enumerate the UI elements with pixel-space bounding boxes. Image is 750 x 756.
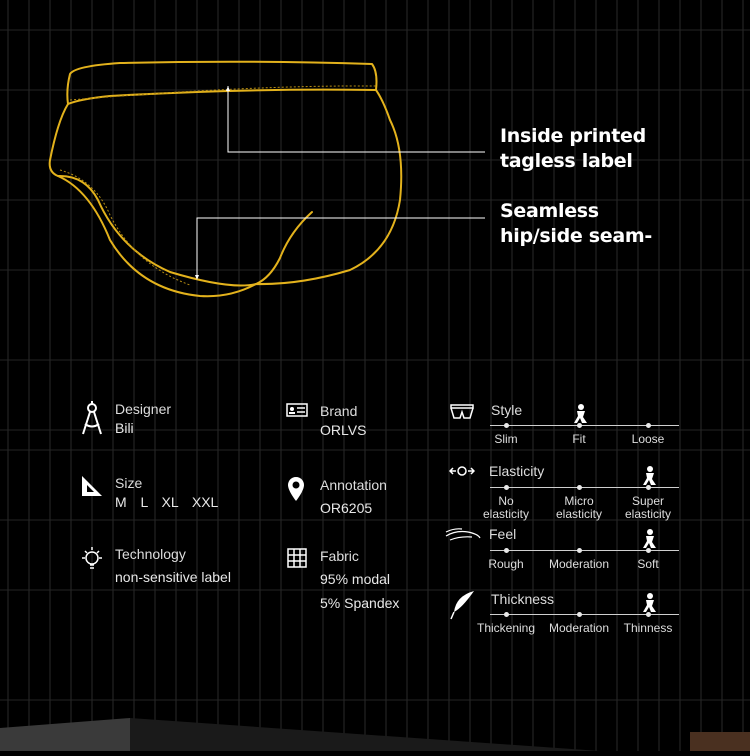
spec-value: OR6205 [320,500,373,516]
spec-value: M L XL XXL [115,494,219,510]
scale-tick-label: Super elasticity [624,494,671,521]
id-card-icon [286,403,308,417]
grid-icon [287,548,307,568]
scale-dot [646,423,651,428]
callout-text: hip/side seam- [500,225,653,247]
scale-title-thickness: Thickness [491,591,555,607]
location-pin-icon [287,476,305,502]
callout-text: tagless label [500,150,633,172]
scale-dot [504,485,509,490]
selected-marker-icon [642,465,658,487]
spec-designer [115,400,171,438]
spec-brand [320,402,366,440]
briefs-icon [450,404,474,420]
spec-value: 95% modal [320,571,391,587]
spec-value: ORLVS [320,422,367,438]
scale-tick-label: Soft [637,557,659,571]
selected-marker-icon [573,403,589,425]
callout-text: Inside printed [500,125,646,147]
scale-title-style: Style [491,402,523,418]
scale-dot [577,612,582,617]
scale-tick-label: Slim [494,432,518,446]
scale-title-elasticity: Elasticity [489,463,545,479]
bottom-photo-strip [0,718,750,751]
spec-label: Annotation [320,477,387,493]
scale-dot [504,423,509,428]
spec-technology [115,545,231,587]
scale-tick-label: Rough [488,557,524,571]
seamless-callout [500,199,652,249]
spec-annotation [320,476,387,518]
scale-tick-label: No elasticity [482,494,529,521]
tagless-label-callout [500,124,646,174]
scale-tick-label: Moderation [548,621,610,635]
spec-label: Designer [115,401,172,417]
spec-fabric [320,547,399,613]
scale-tick-label: Thinness [623,621,673,635]
set-square-icon [80,474,104,498]
lightbulb-icon [80,545,104,571]
callout-text: Seamless [500,200,599,222]
scale-tick-label: Loose [631,432,665,446]
scale-dot [504,548,509,553]
compass-icon [80,400,104,438]
spec-label: Technology [115,546,186,562]
spec-value: non-sensitive label [115,569,231,585]
scale-tick-label: Micro elasticity [555,494,602,521]
scale-dot [577,548,582,553]
scale-tick-label: Moderation [548,557,610,571]
feather-hand-icon [444,526,482,544]
scale-dot [504,612,509,617]
spec-label: Brand [320,403,358,419]
spec-value: Bili [115,420,134,436]
spec-size [115,474,218,512]
leaf-icon [450,590,476,620]
selected-marker-icon [642,528,658,550]
selected-marker-icon [642,592,658,614]
scale-tick-label: Fit [572,432,586,446]
stretch-icon [449,464,475,478]
scale-tick-label: Thickening [476,621,536,635]
spec-value: 5% Spandex [320,595,400,611]
spec-label: Fabric [320,548,359,564]
scale-title-feel: Feel [489,526,517,542]
scale-dot [577,485,582,490]
spec-label: Size [115,475,143,491]
